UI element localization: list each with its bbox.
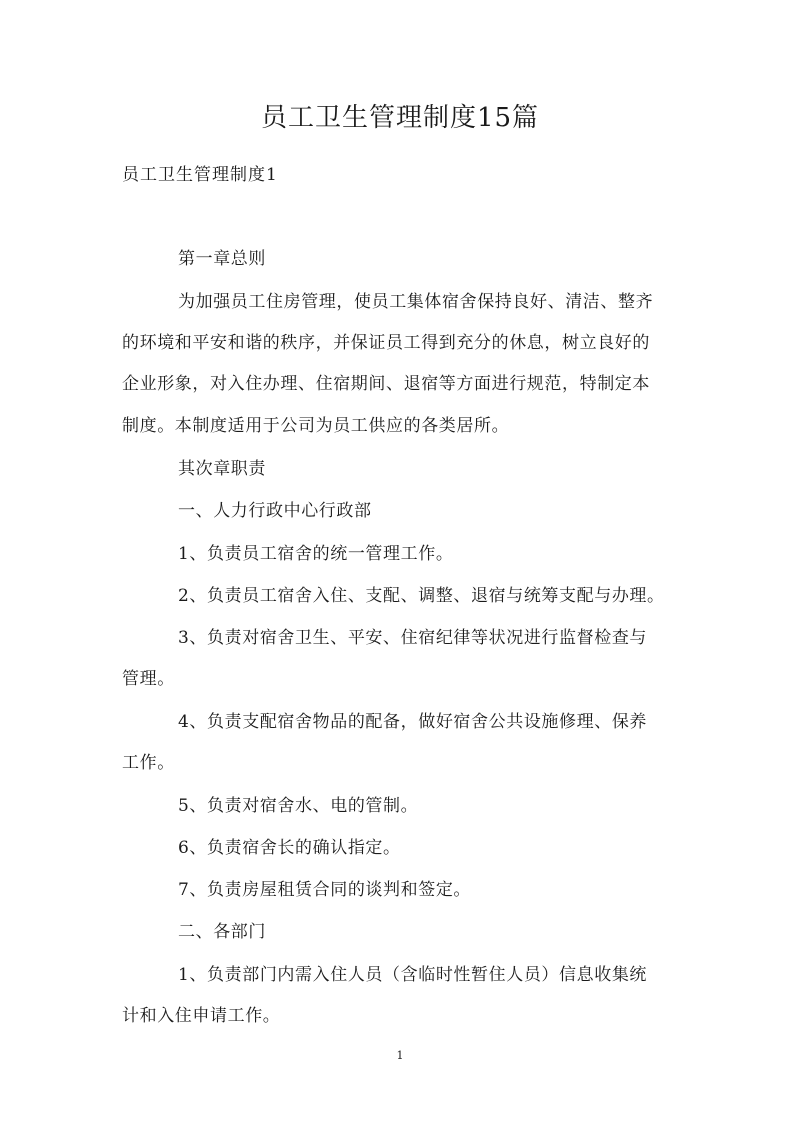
paragraph-line: 为加强员工住房管理，使员工集体宿舍保持良好、清洁、整齐 <box>178 292 654 312</box>
list-item: 5、负责对宿舍水、电的管制。 <box>178 796 419 816</box>
list-item: 4、负责支配宿舍物品的配备，做好宿舍公共设施修理、保养 <box>178 712 648 732</box>
paragraph-line: 的环境和平安和谐的秩序，并保证员工得到充分的休息，树立良好的 <box>122 333 650 353</box>
list-item: 2、负责员工宿舍入住、支配、调整、退宿与统筹支配与办理。 <box>178 586 665 606</box>
chapter-heading: 第一章总则 <box>178 249 266 269</box>
list-item: 7、负责房屋租赁合同的谈判和签定。 <box>178 880 472 900</box>
subsection-heading: 一、人力行政中心行政部 <box>178 501 372 521</box>
chapter-heading: 其次章职责 <box>178 459 266 479</box>
list-item-continuation: 计和入住申请工作。 <box>122 1006 281 1026</box>
list-item-continuation: 管理。 <box>122 669 175 689</box>
section-heading: 员工卫生管理制度1 <box>122 165 278 185</box>
list-item: 6、负责宿舍长的确认指定。 <box>178 838 401 858</box>
list-item-continuation: 工作。 <box>122 753 175 773</box>
list-item: 3、负责对宿舍卫生、平安、住宿纪律等状况进行监督检查与 <box>178 628 648 648</box>
document-title: 员工卫生管理制度15篇 <box>260 103 540 133</box>
paragraph-line: 企业形象，对入住办理、住宿期间、退宿等方面进行规范，特制定本 <box>122 374 650 394</box>
subsection-heading: 二、各部门 <box>178 922 266 942</box>
list-item: 1、负责部门内需入住人员（含临时性暂住人员）信息收集统 <box>178 965 648 985</box>
page-number: 1 <box>396 1049 404 1062</box>
paragraph-line: 制度。本制度适用于公司为员工供应的各类居所。 <box>122 416 510 436</box>
list-item: 1、负责员工宿舍的统一管理工作。 <box>178 544 454 564</box>
